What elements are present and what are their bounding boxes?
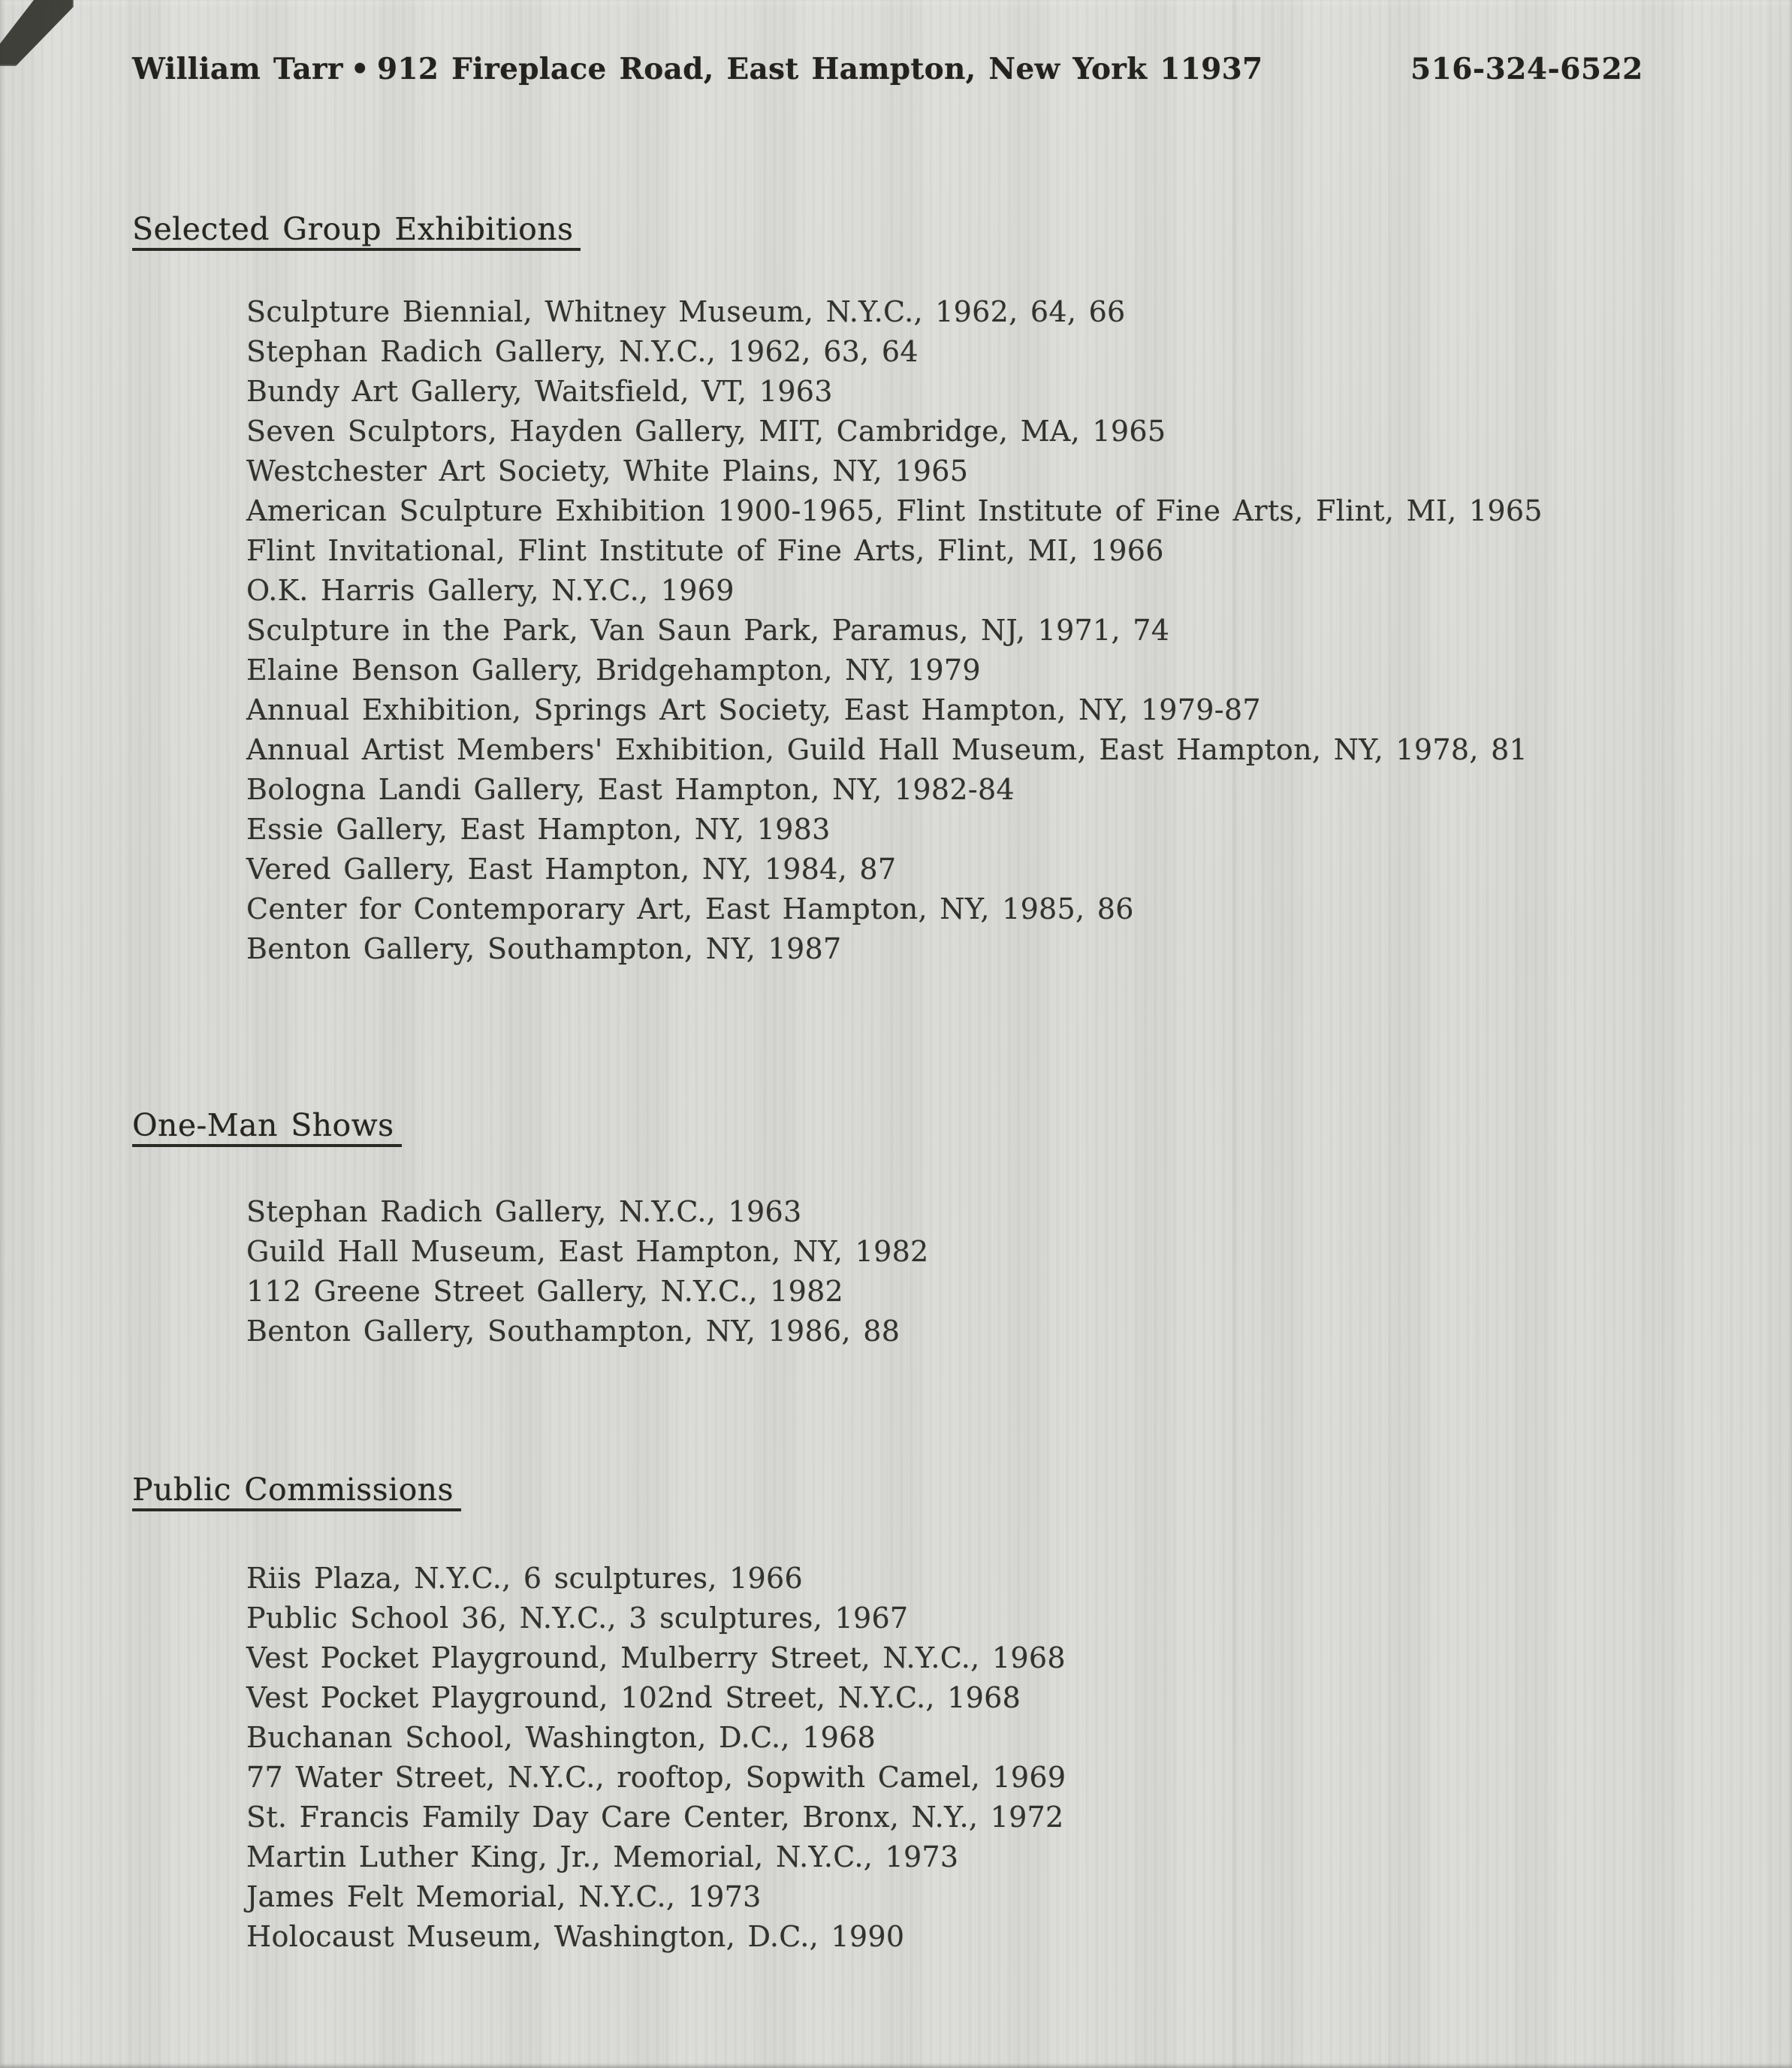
selected-group-exhibitions-list [246, 292, 1543, 969]
phone-number: 516-324-6522 [1410, 52, 1643, 86]
commission-item: James Felt Memorial, N.Y.C., 1973 [246, 1880, 762, 1913]
exhibition-item: Center for Contemporary Art, East Hampton, NY, 1985, 86 [246, 892, 1134, 925]
exhibition-item: Essie Gallery, East Hampton, NY, 1983 [246, 813, 831, 846]
exhibition-item: American Sculpture Exhibition 1900-1965, Flint Institute of Fine Arts, Flint, MI, 1965 [246, 494, 1543, 527]
exhibition-item: Vered Gallery, East Hampton, NY, 1984, 87 [246, 853, 897, 886]
exhibition-item: Sculpture Biennial, Whitney Museum, N.Y.C., 1962, 64, 66 [246, 295, 1126, 328]
exhibition-item: Annual Artist Members' Exhibition, Guild Hall Museum, East Hampton, NY, 1978, 81 [246, 733, 1528, 766]
exhibition-item: Seven Sculptors, Hayden Gallery, MIT, Cambridge, MA, 1965 [246, 415, 1166, 448]
public-commissions-list [246, 1559, 1066, 1957]
artist-address: 912 Fireplace Road, East Hampton, New York 11937 [376, 52, 1263, 86]
commission-item: Martin Luther King, Jr., Memorial, N.Y.C., 1973 [246, 1840, 959, 1873]
artist-name: William Tarr [132, 52, 343, 86]
scan-corner-artifact [0, 0, 74, 66]
letterhead [132, 52, 1263, 86]
exhibition-item: Stephan Radich Gallery, N.Y.C., 1962, 63, 64 [246, 335, 919, 368]
exhibition-item: Bologna Landi Gallery, East Hampton, NY, 1982-84 [246, 773, 1015, 806]
commission-item: St. Francis Family Day Care Center, Bronx, N.Y., 1972 [246, 1801, 1064, 1834]
exhibition-item: Benton Gallery, Southampton, NY, 1987 [246, 932, 842, 965]
show-item: 112 Greene Street Gallery, N.Y.C., 1982 [246, 1275, 844, 1308]
commission-item: Holocaust Museum, Washington, D.C., 1990 [246, 1920, 905, 1953]
commission-item: Public School 36, N.Y.C., 3 sculptures, 1967 [246, 1602, 909, 1635]
exhibition-item: Sculpture in the Park, Van Saun Park, Paramus, NJ, 1971, 74 [246, 614, 1170, 647]
exhibition-item: Annual Exhibition, Springs Art Society, East Hampton, NY, 1979-87 [246, 693, 1261, 726]
one-man-shows-list [246, 1192, 929, 1351]
show-item: Guild Hall Museum, East Hampton, NY, 1982 [246, 1235, 929, 1268]
bullet-separator: • [350, 52, 370, 86]
commission-item: Buchanan School, Washington, D.C., 1968 [246, 1721, 876, 1754]
commission-item: 77 Water Street, N.Y.C., rooftop, Sopwith Camel, 1969 [246, 1761, 1066, 1794]
exhibition-item: Elaine Benson Gallery, Bridgehampton, NY, 1979 [246, 654, 981, 687]
commission-item: Vest Pocket Playground, Mulberry Street, N.Y.C., 1968 [246, 1641, 1066, 1674]
exhibition-item: Westchester Art Society, White Plains, NY, 1965 [246, 454, 969, 488]
commission-item: Vest Pocket Playground, 102nd Street, N.Y.C., 1968 [246, 1681, 1021, 1714]
show-item: Benton Gallery, Southampton, NY, 1986, 88 [246, 1315, 901, 1348]
section-heading-one-man-shows: One-Man Shows [132, 1109, 402, 1147]
show-item: Stephan Radich Gallery, N.Y.C., 1963 [246, 1195, 802, 1228]
exhibition-item: O.K. Harris Gallery, N.Y.C., 1969 [246, 574, 735, 607]
section-heading-public-commissions: Public Commissions [132, 1474, 461, 1511]
commission-item: Riis Plaza, N.Y.C., 6 sculptures, 1966 [246, 1562, 803, 1595]
section-heading-selected-group-exhibitions: Selected Group Exhibitions [132, 213, 581, 251]
exhibition-item: Flint Invitational, Flint Institute of Fine Arts, Flint, MI, 1966 [246, 534, 1164, 567]
exhibition-item: Bundy Art Gallery, Waitsfield, VT, 1963 [246, 375, 833, 408]
